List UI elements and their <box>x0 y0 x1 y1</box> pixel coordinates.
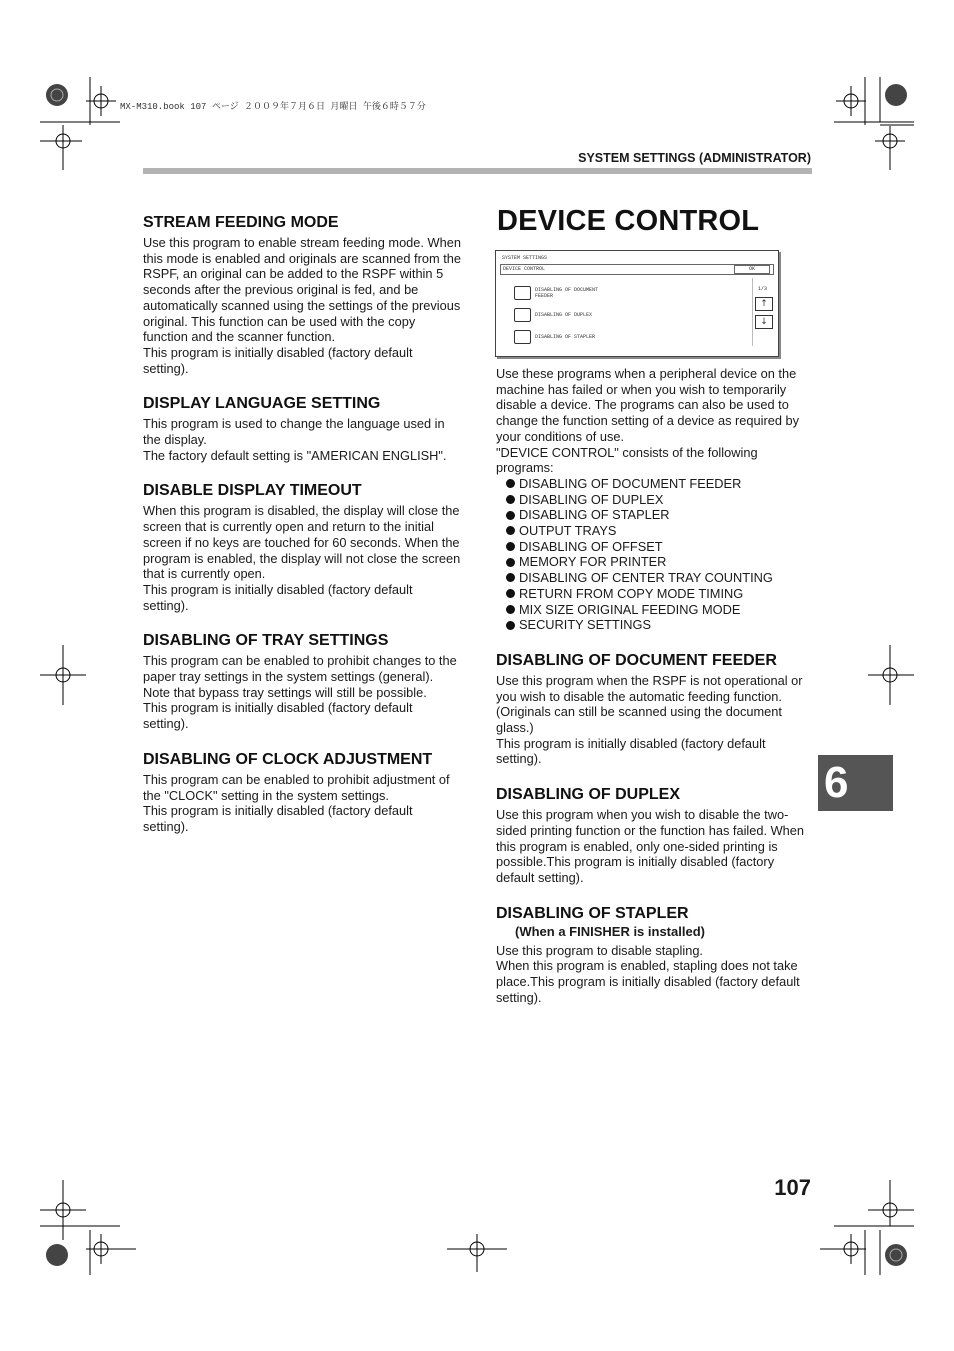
section-tray-settings <box>143 631 461 732</box>
bullet-icon <box>506 558 515 567</box>
section-display-language <box>143 394 461 463</box>
screen-item-stapler[interactable] <box>514 330 595 344</box>
section-body: Note that bypass tray settings will still be possible. <box>143 684 427 700</box>
device-control-intro <box>496 366 812 633</box>
section-heading: DISABLE DISPLAY TIMEOUT <box>143 482 362 500</box>
section-stapler <box>496 904 812 1006</box>
section-subheading: (When a FINISHER is installed) <box>515 923 705 939</box>
section-body: Use this program when you wish to disable the two-sided printing function or the function has failed. When this program is enabled, only one-sided printing is possible.This program is initially disabled (factory default setting). <box>496 807 805 885</box>
section-body: Use this program to enable stream feeding mode. When this mode is enabled and originals are scanned from the RSPF, an original can be added to the RSPF within 5 seconds after the previous original is fed, and be automatically scanned using the settings of the previous original. This function can be used with the copy function and the scanner function. <box>143 235 461 345</box>
screen-page-indicator: 1/3 <box>758 286 768 292</box>
section-heading: DISABLING OF TRAY SETTINGS <box>143 632 389 650</box>
screen-header-bar <box>500 264 774 275</box>
screen-bar-label: DEVICE CONTROL <box>503 266 546 272</box>
section-stream-feeding <box>143 213 461 376</box>
section-display-timeout <box>143 481 461 613</box>
list-item: MEMORY FOR PRINTER <box>506 554 812 570</box>
section-duplex <box>496 785 812 886</box>
section-body: This program is initially disabled (factory default setting). <box>143 581 413 613</box>
list-item: DISABLING OF CENTER TRAY COUNTING <box>506 570 812 586</box>
right-column <box>496 366 812 1024</box>
section-body: The factory default setting is "AMERICAN ENGLISH". <box>143 447 447 463</box>
scroll-up-icon[interactable]: ↑ <box>755 297 773 311</box>
screen-item-label: DISABLING OF DOCUMENT <box>535 287 599 293</box>
section-body: This program can be enabled to prohibit adjustment of the "CLOCK" setting in the system settings. <box>143 771 450 803</box>
section-heading: DISABLING OF CLOCK ADJUSTMENT <box>143 750 433 768</box>
section-body: This program is initially disabled (factory default setting). <box>143 700 413 732</box>
intro-text: Use these programs when a peripheral device on the machine has failed or when you wish to temporarily disable a device. The programs can also be used to change the function setting of a device as required by your conditions of use. <box>496 366 800 444</box>
section-body: Use this program to disable stapling. <box>496 942 703 958</box>
bullet-icon <box>506 526 515 535</box>
screen-item-label: DISABLING OF DUPLEX <box>535 312 593 318</box>
checkbox-icon[interactable] <box>514 286 531 300</box>
section-body: This program is initially disabled (factory default setting). <box>143 344 413 376</box>
program-list <box>496 476 812 633</box>
list-item: DISABLING OF DUPLEX <box>506 492 812 508</box>
checkbox-icon[interactable] <box>514 330 531 344</box>
screen-item-duplex[interactable] <box>514 308 592 322</box>
bullet-icon <box>506 542 515 551</box>
list-item: SECURITY SETTINGS <box>506 617 812 633</box>
device-control-title: DEVICE CONTROL <box>497 205 760 237</box>
screen-title: SYSTEM SETTINGS <box>502 255 548 261</box>
bullet-icon <box>506 621 515 630</box>
section-heading: STREAM FEEDING MODE <box>143 214 339 231</box>
section-heading: DISABLING OF DUPLEX <box>496 786 681 804</box>
list-item: OUTPUT TRAYS <box>506 523 812 539</box>
intro-text: "DEVICE CONTROL" consists of the following programs: <box>496 444 758 476</box>
bullet-icon <box>506 573 515 582</box>
bullet-icon <box>506 479 515 488</box>
section-body: When this program is disabled, the display will close the screen that is currently open and return to the initial screen if no keys are touched for 60 seconds. When the program is enabled, the display will not close the screen that is currently open. <box>143 503 461 582</box>
section-document-feeder <box>496 651 812 767</box>
section-clock-adjustment <box>143 750 461 835</box>
settings-screen-illustration <box>495 250 779 357</box>
section-body: Use this program when the RSPF is not operational or you wish to disable the automatic feeding function. (Originals can still be scanned using the document glass.) <box>496 672 803 736</box>
bullet-icon <box>506 495 515 504</box>
screen-item-label: FEEDER <box>535 293 554 299</box>
ok-button[interactable]: OK <box>734 265 770 274</box>
screen-item-document-feeder[interactable] <box>514 286 598 300</box>
chapter-tab: 6 <box>818 755 893 811</box>
section-body: This program is initially disabled (factory default setting). <box>496 735 766 767</box>
screen-item-label: DISABLING OF STAPLER <box>535 334 596 340</box>
left-column <box>143 213 461 853</box>
list-item: DISABLING OF DOCUMENT FEEDER <box>506 476 812 492</box>
section-body: This program is initially disabled (factory default setting). <box>143 803 413 834</box>
print-info: MX-M310.book 107 ページ ２００９年７月６日 月曜日 午後６時５７分 <box>120 102 426 112</box>
section-heading: DISPLAY LANGUAGE SETTING <box>143 395 381 413</box>
list-item: RETURN FROM COPY MODE TIMING <box>506 586 812 602</box>
list-item: DISABLING OF STAPLER <box>506 507 812 523</box>
list-item: DISABLING OF OFFSET <box>506 539 812 555</box>
section-heading: DISABLING OF DOCUMENT FEEDER <box>496 651 777 669</box>
section-body: This program is used to change the language used in the display. <box>143 416 445 448</box>
bullet-icon <box>506 589 515 598</box>
section-body: This program can be enabled to prohibit changes to the paper tray settings in the system settings (general). <box>143 653 457 685</box>
bullet-icon <box>506 605 515 614</box>
screen-item-panel <box>500 278 753 346</box>
list-item: MIX SIZE ORIGINAL FEEDING MODE <box>506 602 812 618</box>
page-number: 107 <box>774 1175 811 1200</box>
bullet-icon <box>506 511 515 520</box>
section-heading: DISABLING OF STAPLER <box>496 904 689 922</box>
scroll-down-icon[interactable]: ↓ <box>755 315 773 329</box>
checkbox-icon[interactable] <box>514 308 531 322</box>
section-body: When this program is enabled, stapling does not take place.This program is initially disabled (factory default setting). <box>496 958 800 1005</box>
header-title: SYSTEM SETTINGS (ADMINISTRATOR) <box>578 151 811 165</box>
header-rule <box>143 168 812 174</box>
